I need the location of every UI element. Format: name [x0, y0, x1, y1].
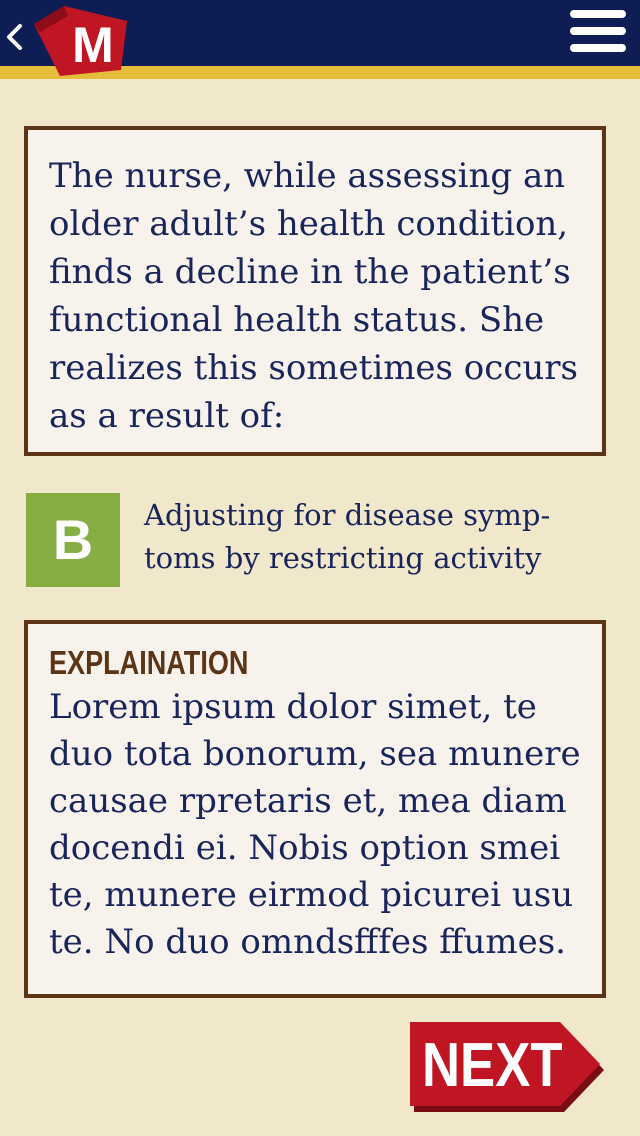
next-button-label: NEXT: [422, 1031, 563, 1100]
answer-letter-badge: B: [26, 493, 120, 587]
menu-button[interactable]: [566, 8, 630, 54]
answer-text: Adjusting for disease symp-toms by restricting activity: [144, 498, 551, 575]
next-button[interactable]: [408, 1020, 608, 1112]
explanation-text: Lorem ipsum dolor simet, te duo tota bonorum, sea munere causae rpretaris et, mea diam docendi ei. Nobis option smei te, munere eirmod picurei usu te. No duo omndsfffes ffumes.: [49, 687, 581, 962]
logo-letter: M: [72, 17, 114, 73]
chevron-left-icon: [0, 14, 30, 60]
explanation-title: EXPLAINATION: [49, 644, 249, 681]
app-logo[interactable]: [30, 4, 130, 76]
back-button[interactable]: [0, 14, 30, 60]
question-text: The nurse, while assessing an older adult’s health condition, finds a decline in the patient’s functional health status. She realizes this sometimes occurs as a result of:: [49, 156, 578, 436]
explanation-card: [24, 620, 606, 998]
question-card: [24, 126, 606, 456]
